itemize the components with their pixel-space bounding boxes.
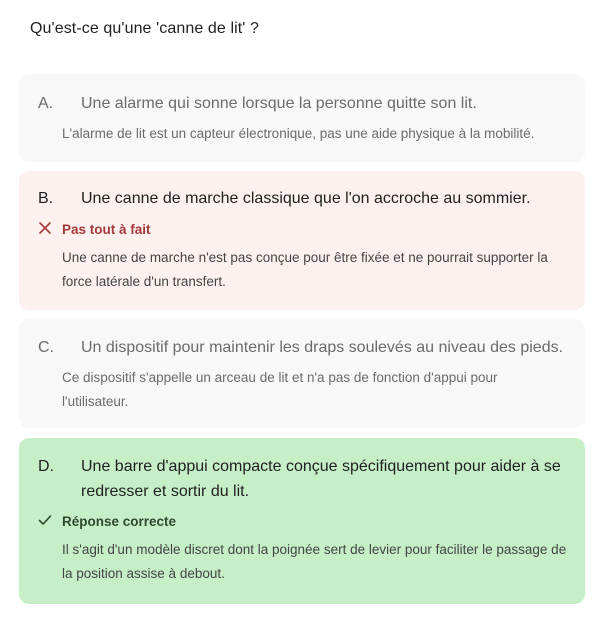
option-text: Un dispositif pour maintenir les draps soulevés au niveau des pieds. [81, 339, 564, 356]
option-letter: C. [38, 339, 54, 356]
option-explanation: Une canne de marche n'est pas conçue pour être fixée et ne pourrait supporter la force latérale d'un transfert. [62, 250, 548, 289]
option-letter: B. [38, 190, 54, 207]
status-label: Réponse correcte [62, 514, 177, 529]
option-text: Une alarme qui sonne lorsque la personne quitte son lit. [81, 95, 477, 112]
question-title: Qu'est-ce qu'une 'canne de lit' ? [30, 20, 259, 37]
option-text: Une barre d'appui compacte conçue spécifiquement pour aider à se redresser et sortir du lit. [81, 458, 561, 500]
option-explanation: L'alarme de lit est un capteur électronique, pas une aide physique à la mobilité. [62, 126, 535, 141]
option-explanation: Il s'agit d'un modèle discret dont la poignée sert de levier pour faciliter le passage de la position assise à debout. [62, 542, 567, 581]
option-explanation: Ce dispositif s'appelle un arceau de lit et n'a pas de fonction d'appui pour l'utilisateur. [62, 370, 498, 409]
option-d-card[interactable] [19, 438, 585, 604]
close-icon [38, 221, 52, 235]
option-c-card[interactable] [19, 319, 585, 428]
option-letter: A. [38, 95, 54, 112]
option-a-card[interactable] [19, 74, 585, 162]
option-b-card[interactable] [19, 171, 585, 310]
option-letter: D. [38, 458, 54, 475]
check-icon [38, 513, 52, 527]
status-label: Pas tout à fait [62, 222, 151, 237]
option-text: Une canne de marche classique que l'on accroche au sommier. [81, 190, 531, 207]
